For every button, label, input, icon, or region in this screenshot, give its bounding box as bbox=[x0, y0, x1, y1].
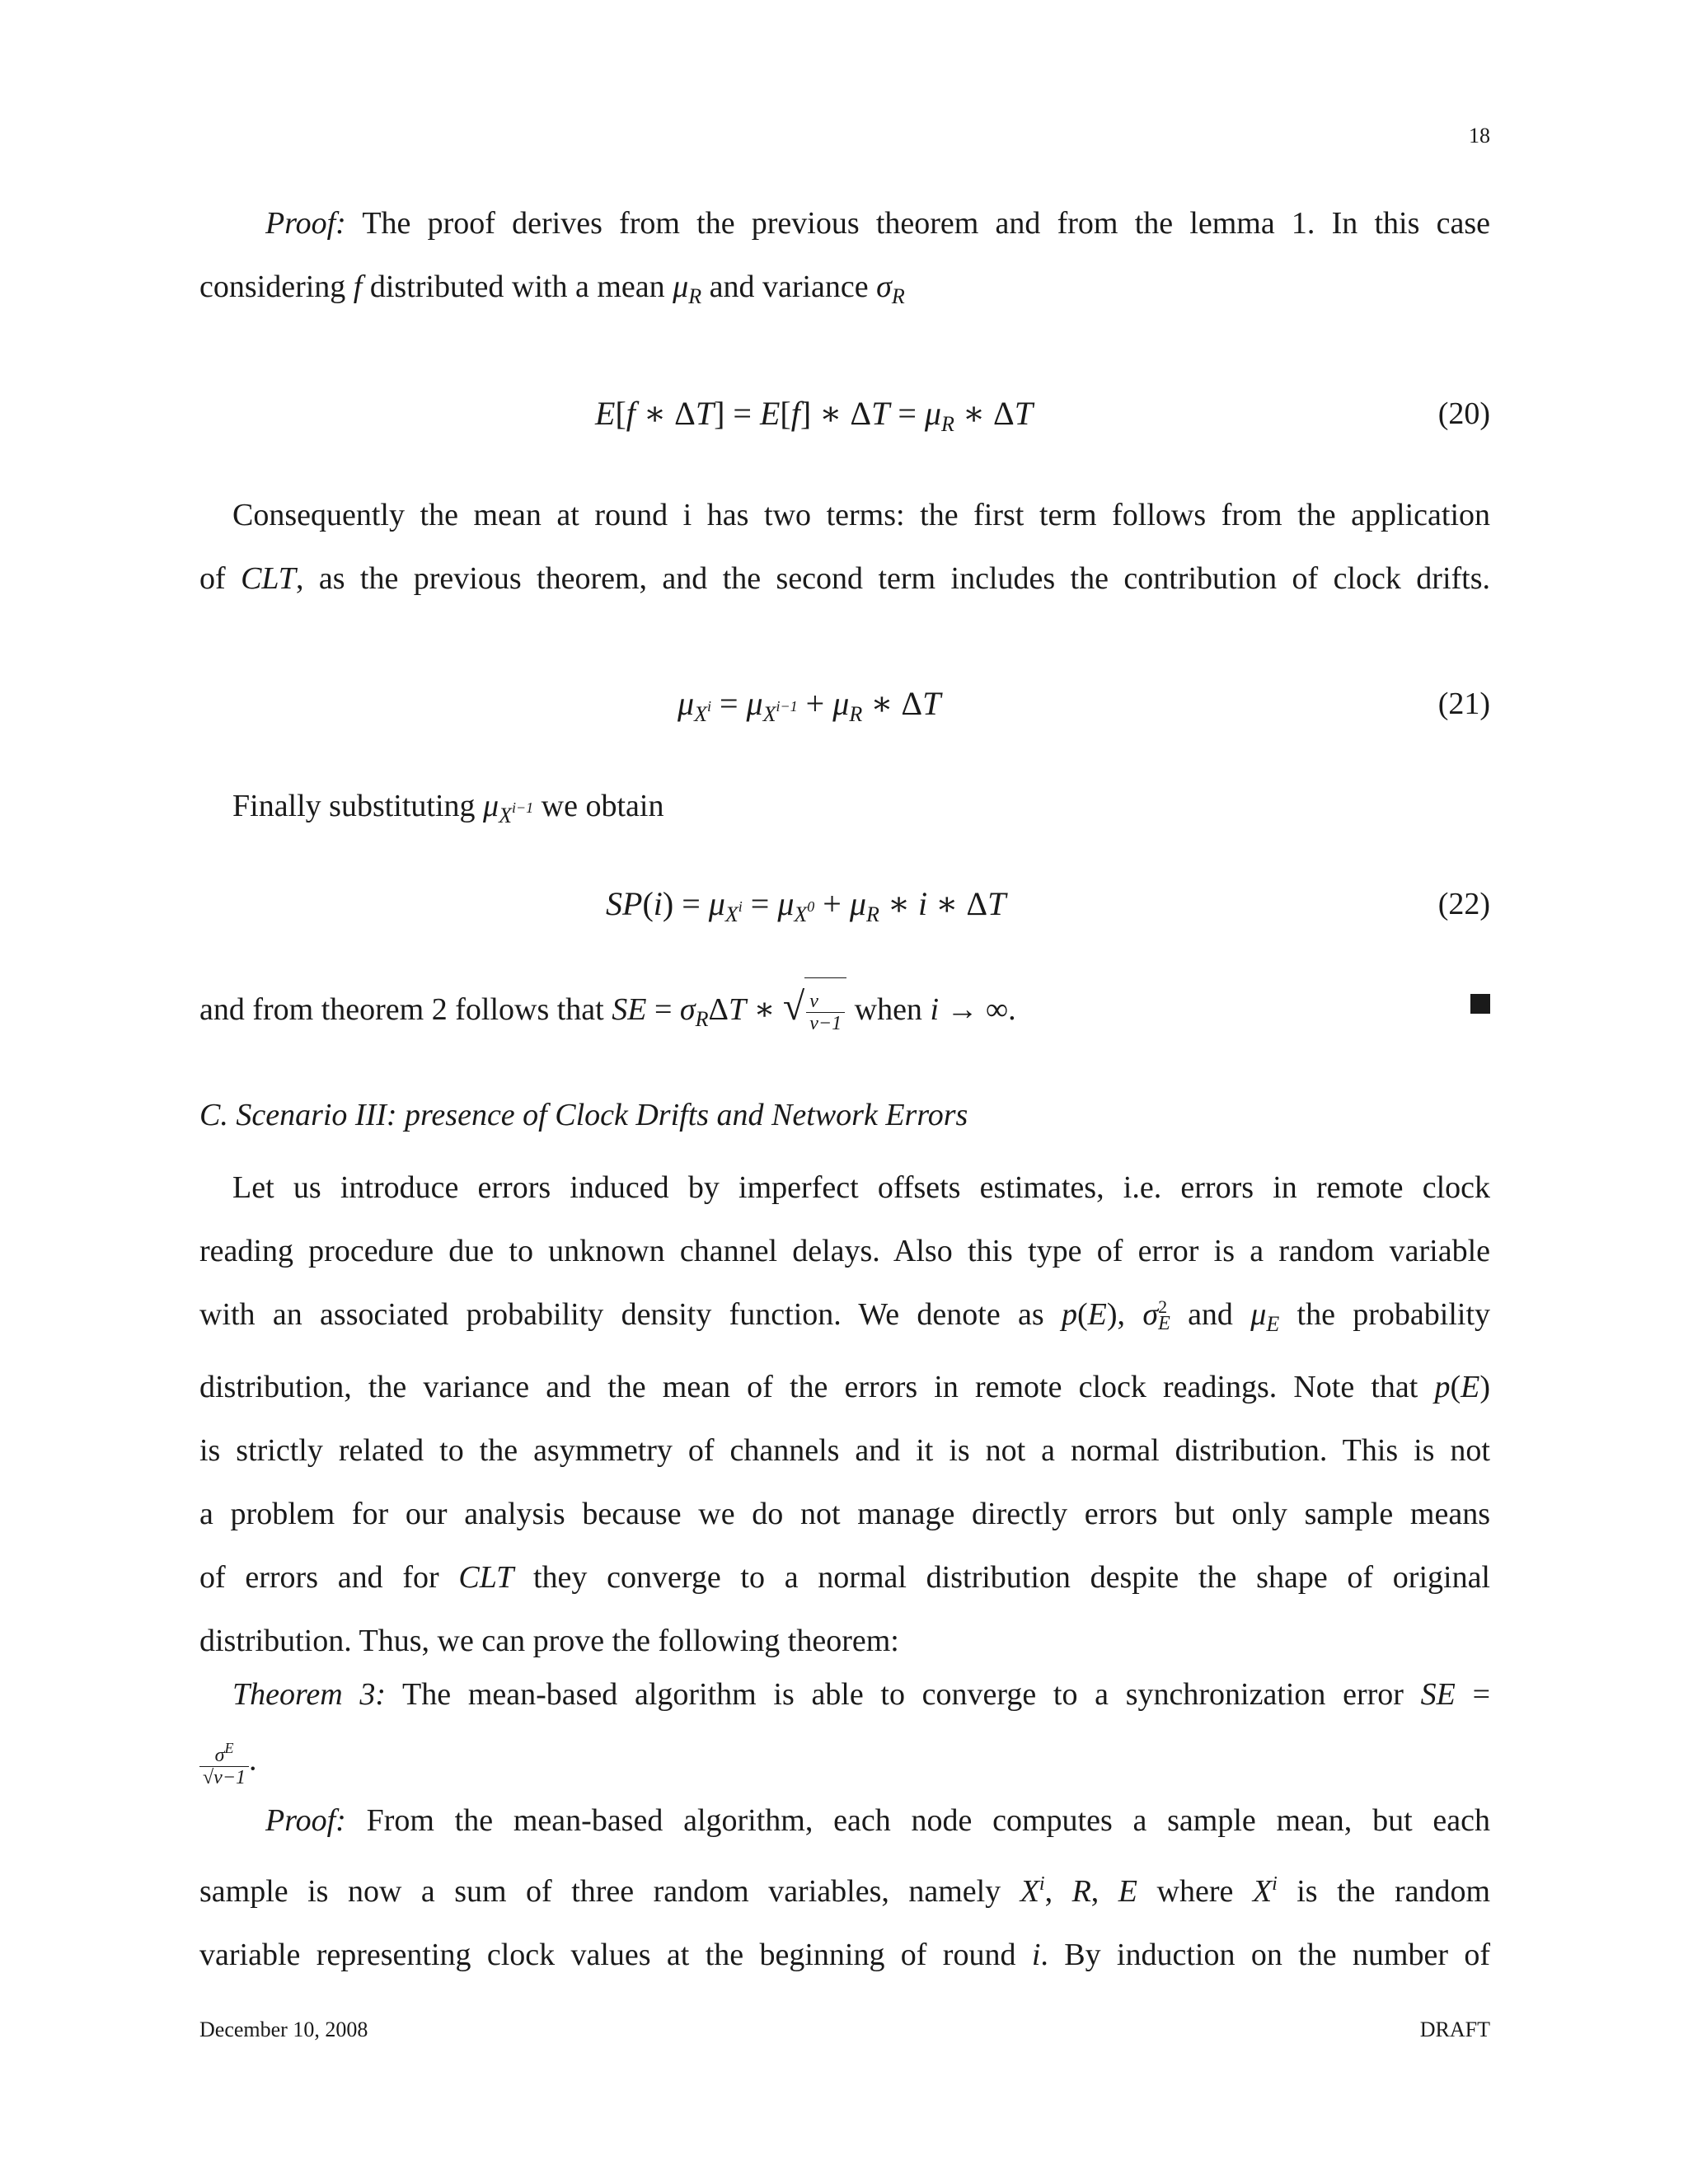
errors-line-8: distribution. Thus, we can prove the following theorem: bbox=[199, 1624, 899, 1658]
proof-2-line-1: From the mean-based algorithm, each node computes a sample mean, but each bbox=[366, 1803, 1490, 1838]
page-number: 18 bbox=[1469, 124, 1490, 148]
errors-line-3c: the probability bbox=[1296, 1297, 1491, 1332]
consequently-paragraph: Consequently the mean at round i has two terms: the first term follows from the application of CLT, as the previous theorem, and the second term includes the contribution of clock drifts. bbox=[199, 484, 1490, 611]
finally-paragraph: Finally substituting $\mu_{X^{i-1}}$ we obtain bbox=[232, 789, 664, 827]
equation-22-number: (22) bbox=[1437, 887, 1490, 921]
proof-2-line-3a: variable representing clock values at the beginning of round bbox=[199, 1938, 1016, 1972]
theorem-3-text: The mean-based algorithm is able to converge to a synchronization error bbox=[402, 1677, 1404, 1712]
qed-square bbox=[1470, 994, 1490, 1014]
proof-label: Proof: bbox=[265, 206, 346, 241]
and-text-b: when bbox=[854, 992, 922, 1027]
proof-line-1: The proof derives from the previous theorem and from the lemma 1. In this case bbox=[362, 206, 1490, 241]
consequently-line-2a: of bbox=[199, 561, 226, 596]
errors-line-7b: they converge to a normal distribution despite the shape of original bbox=[532, 1560, 1490, 1595]
errors-line-3b: and bbox=[1188, 1297, 1233, 1332]
equation-21: $\mu_{X^i} = \mu_{X^{i-1}} + \mu_R$ ∗ ΔT bbox=[678, 685, 941, 726]
equation-21-number: (21) bbox=[1437, 687, 1490, 721]
errors-line-4: distribution, the variance and the mean of the errors in remote clock readings. Note that bbox=[199, 1370, 1418, 1404]
section-heading-c: C. Scenario III: presence of Clock Drifts and Network Errors bbox=[199, 1098, 968, 1132]
equation-20-number: (20) bbox=[1437, 396, 1490, 431]
proof-2-line-2b: where bbox=[1156, 1874, 1234, 1909]
equation-20: E[f ∗ ΔT] = E[f] ∗ $\Delta T = \mu_R$ ∗ ΔT bbox=[595, 395, 1034, 436]
footer-draft: DRAFT bbox=[1419, 2018, 1490, 2041]
proof-line-2b: distributed with a mean bbox=[369, 269, 665, 304]
finally-text-a: Finally substituting bbox=[232, 789, 476, 823]
errors-paragraph: Let us introduce errors induced by imperfect offsets estimates, i.e. errors in remote clock reading procedure due to unknown channel delays. Also this type of error is a random variable with an associated probability density function. We denote as p(E), σ 2 E and $\mu_E$ the probability distribution, the variance and the mean of the errors in remote clock readings. Note that p(E) is strictly related to the asymmetry of channels and it is not a normal distribution. This is not a problem for our analysis because we do not manage directly errors but only sample means of errors and for CLT they converge to a normal distribution despite the shape of original distribution. Thus, we can prove the following theorem: bbox=[199, 1156, 1490, 1673]
equation-22: $SP(i) = \mu_{X^i} = \mu_{X^0} + \mu_R$ ∗ i ∗ ΔT bbox=[606, 885, 1006, 926]
proof-2-line-3b: . By induction on the number of bbox=[1040, 1938, 1491, 1972]
footer-date: December 10, 2008 bbox=[199, 2018, 368, 2041]
proof-paragraph: Proof: The proof derives from the previous theorem and from the lemma 1. In this case considering f distributed with a mean $\mu_R$ and variance $\sigma_R$ bbox=[199, 206, 1490, 308]
errors-line-5: is strictly related to the asymmetry of channels and it is not a normal distribution. This is not bbox=[199, 1433, 1490, 1468]
proof-2-label: Proof: bbox=[265, 1803, 346, 1838]
proof-line-2a: considering bbox=[199, 269, 346, 304]
errors-line-1: Let us introduce errors induced by imperfect offsets estimates, i.e. errors in remote clock bbox=[232, 1170, 1490, 1205]
proof-2-line-2a: sample is now a sum of three random variables, namely bbox=[199, 1874, 1001, 1909]
proof-2-line-2c: is the random bbox=[1296, 1874, 1491, 1909]
finally-text-b: we obtain bbox=[541, 789, 664, 823]
proof-2-paragraph: Proof: From the mean-based algorithm, each node computes a sample mean, but each sample is now a sum of three random variables, namely $X^i$, R, E where $X^i$ is the random variable representing clock values at the beginning of round i. By induction on the number of bbox=[199, 1803, 1491, 1972]
errors-line-7a: of errors and for bbox=[199, 1560, 439, 1595]
and-from-theorem-line: and from theorem 2 follows that SE = $\sigma_R\Delta T$ ∗ √ $\frac{v}{v-1}$ when i → ∞. bbox=[199, 975, 1490, 1051]
consequently-line-2b: , as the previous theorem, and the second term includes the contribution of clock drifts. bbox=[295, 561, 1491, 596]
errors-line-6: a problem for our analysis because we do not manage directly errors but only sample means bbox=[199, 1497, 1490, 1531]
errors-line-3a: with an associated probability density function. We denote as bbox=[199, 1297, 1044, 1332]
proof-line-2c: and variance bbox=[709, 269, 869, 304]
consequently-line-1: Consequently the mean at round i has two terms: the first term follows from the application bbox=[232, 498, 1490, 532]
theorem-3: Theorem 3: The mean-based algorithm is able to converge to a synchronization error SE = bbox=[232, 1677, 1491, 1712]
theorem-3-label: Theorem 3: bbox=[232, 1677, 387, 1712]
and-text-a: and from theorem 2 follows that bbox=[199, 992, 604, 1027]
errors-line-2: reading procedure due to unknown channel delays. Also this type of error is a random variable bbox=[199, 1234, 1490, 1268]
theorem-3-fraction: $\frac{\sigma^E}{√v-1}$ . bbox=[199, 1737, 257, 1788]
